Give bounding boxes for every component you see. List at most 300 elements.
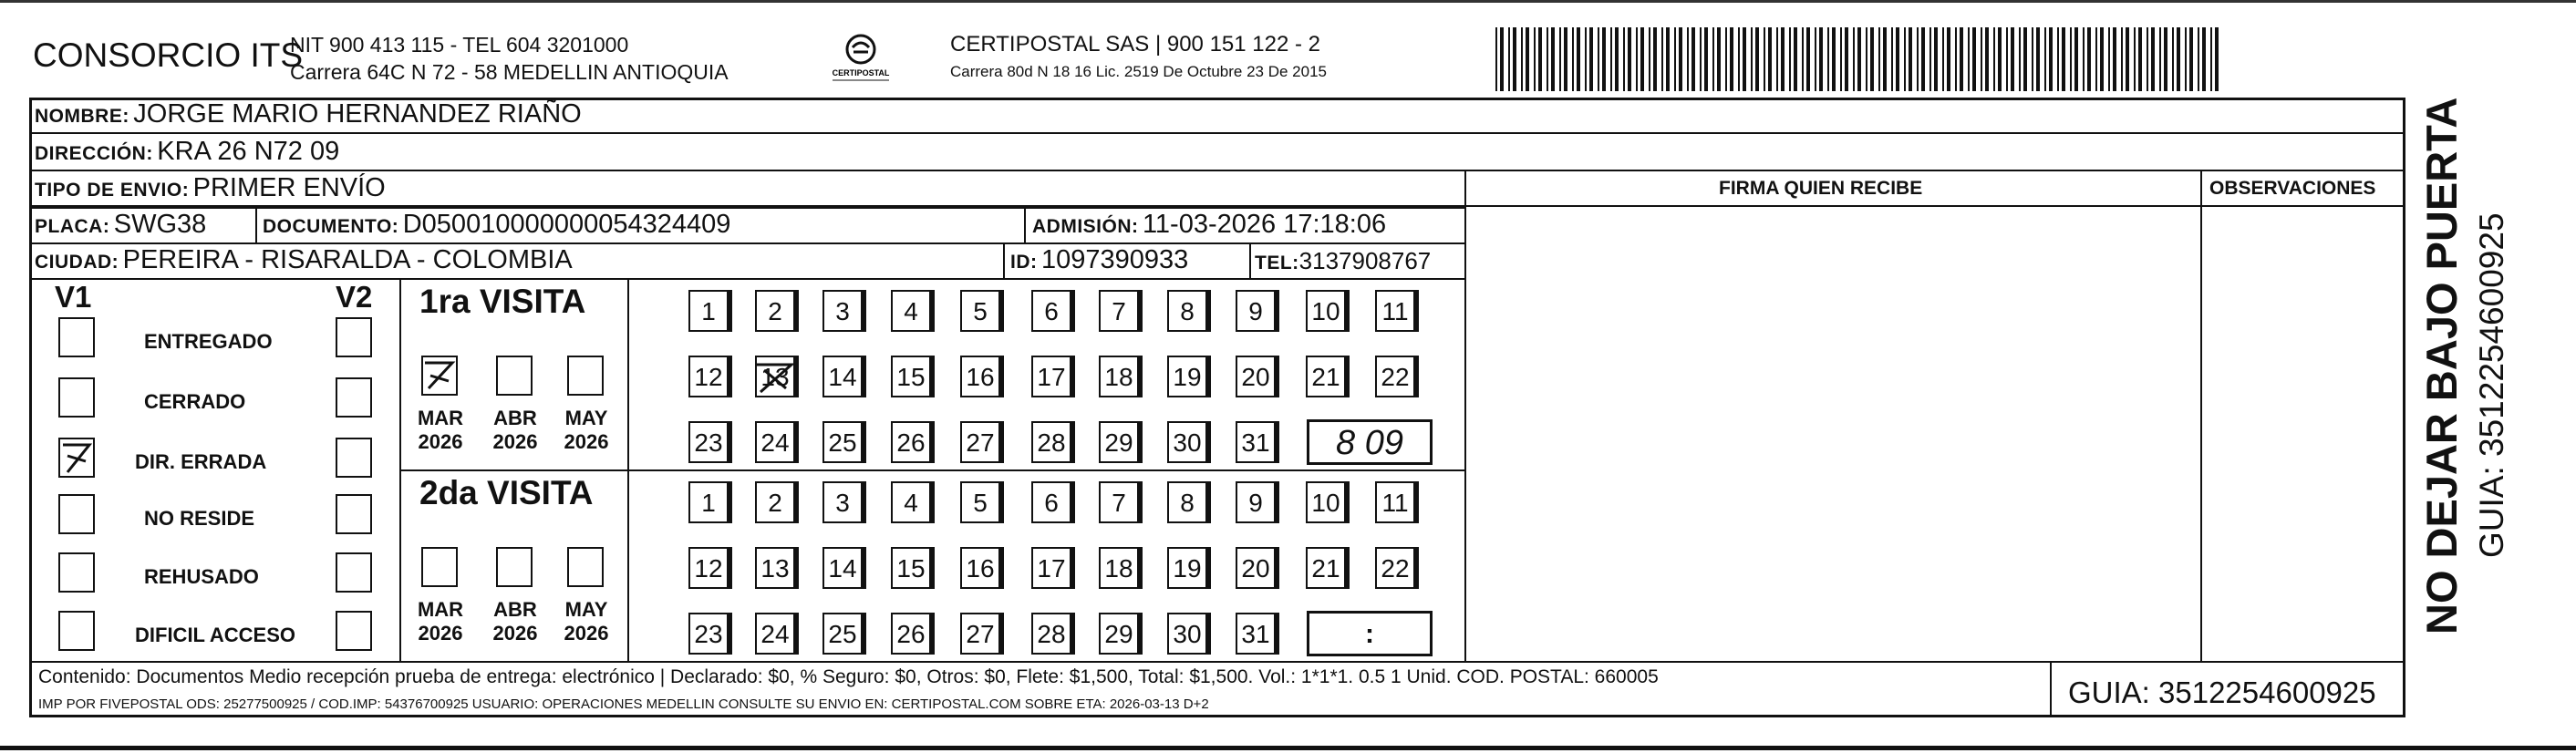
day-number: 8 (1180, 297, 1195, 325)
footer-impresion: IMP POR FIVEPOSTAL ODS: 25277500925 / COD.IMP: 54376700925 USUARIO: OPERACIONES MEDELLIN CONSULTE SU ENVIO EN: CERTIPOSTAL.COM SOBRE ETA: 2026-03-13 D+2 (38, 696, 1209, 712)
day-number: 1 (701, 297, 716, 325)
col-divider (1464, 170, 1466, 662)
barcode-bar (1909, 27, 1912, 91)
barcode-bar (1942, 27, 1944, 91)
day-number: 17 (1037, 363, 1066, 391)
admision-divider (1024, 207, 1026, 242)
day-box[interactable] (688, 613, 729, 655)
day-number: 2 (768, 489, 782, 517)
day-box[interactable] (891, 421, 931, 463)
day-number: 29 (1104, 620, 1133, 648)
barcode-bar (1896, 27, 1899, 91)
barcode-bar (1832, 27, 1836, 91)
day-number: 12 (694, 554, 723, 583)
barcode-bar (2215, 27, 2219, 91)
tel-divider (1249, 242, 1251, 278)
barcode-bar (1610, 27, 1612, 91)
v2-checkbox[interactable] (336, 552, 372, 593)
month-year: 2026 (418, 622, 463, 645)
certipostal-logo (825, 27, 896, 88)
month-label (485, 598, 545, 645)
barcode-bar (1802, 27, 1804, 91)
barcode-bar (2147, 27, 2148, 91)
barcode-bar (2006, 27, 2008, 91)
barcode-bar (2083, 27, 2085, 91)
day-box[interactable] (688, 547, 729, 589)
day-box[interactable] (891, 356, 931, 397)
day-box[interactable] (1099, 356, 1139, 397)
month-label (556, 407, 616, 454)
day-number: 10 (1311, 297, 1340, 325)
day-number: 13 (760, 554, 790, 583)
day-box[interactable] (960, 481, 1000, 523)
barcode-bar (2108, 27, 2110, 91)
placa-field (35, 210, 206, 240)
barcode-bar (2177, 27, 2180, 91)
day-box[interactable] (1099, 481, 1139, 523)
day-box[interactable] (755, 547, 795, 589)
day-number: 11 (1381, 297, 1409, 325)
v2-checkbox[interactable] (336, 377, 372, 418)
month-label (410, 598, 471, 645)
side-warning: NO DEJAR BAJO PUERTA (2417, 97, 2466, 634)
barcode-bar (1526, 27, 1529, 91)
v2-checkbox[interactable] (336, 438, 372, 478)
day-number: 16 (966, 363, 995, 391)
check-mark-icon (421, 356, 458, 396)
day-box[interactable] (822, 421, 863, 463)
barcode-bar (2185, 27, 2187, 91)
v1-checkbox[interactable] (58, 494, 95, 534)
day-box[interactable] (822, 481, 863, 523)
day-box[interactable] (1306, 356, 1346, 397)
direccion-label: DIRECCIÓN: (35, 143, 153, 164)
signature-area[interactable] (1468, 208, 2199, 660)
barcode-bar (1789, 27, 1791, 91)
direccion-row (35, 137, 339, 167)
month-checkbox[interactable] (496, 356, 533, 396)
day-number: 9 (1248, 297, 1263, 325)
id-divider (1003, 242, 1005, 278)
barcode-bar (1934, 27, 1938, 91)
ciudad-label: CIUDAD: (35, 252, 119, 273)
barcode-bar (1589, 27, 1593, 91)
day-number: 28 (1037, 620, 1066, 648)
day-box[interactable] (1167, 421, 1207, 463)
day-box[interactable] (891, 290, 931, 332)
barcode-bar (1870, 27, 1874, 91)
day-number: 26 (896, 620, 926, 648)
barcode-bar (1806, 27, 1810, 91)
documento-value: D050010000000054324409 (402, 210, 731, 239)
day-number: 26 (896, 428, 926, 457)
day-number: 27 (966, 428, 995, 457)
row-divider (29, 170, 2405, 171)
day-box[interactable] (960, 290, 1000, 332)
day-box[interactable] (1236, 421, 1276, 463)
barcode-bar (1666, 27, 1670, 91)
day-box[interactable] (960, 356, 1000, 397)
day-box[interactable] (891, 547, 931, 589)
time-box[interactable] (1307, 611, 1433, 656)
v2-checkbox[interactable] (336, 494, 372, 534)
barcode-bar (1640, 27, 1644, 91)
placa-divider (255, 207, 257, 242)
day-number: 18 (1104, 363, 1133, 391)
row-divider (29, 207, 1466, 209)
barcode-bar (1551, 27, 1555, 91)
day-box[interactable] (1031, 547, 1071, 589)
month-checkbox[interactable] (567, 356, 604, 396)
barcode-bar (1602, 27, 1606, 91)
day-box[interactable] (1236, 613, 1276, 655)
barcode-bar (1968, 27, 1970, 91)
barcode-bar (1781, 27, 1785, 91)
barcode-bar (1917, 27, 1919, 91)
barcode-bar (1768, 27, 1772, 91)
barcode-bar (1547, 27, 1548, 91)
day-number: 25 (828, 620, 857, 648)
barcode-bar (1947, 27, 1950, 91)
barcode-bar (1857, 27, 1861, 91)
day-box[interactable] (822, 613, 863, 655)
v1-label: V1 (55, 280, 92, 314)
v1-checkbox[interactable] (58, 552, 95, 593)
barcode-bar (1628, 27, 1631, 91)
day-number: 20 (1241, 554, 1270, 583)
day-box[interactable] (688, 356, 729, 397)
v2-checkbox[interactable] (336, 611, 372, 651)
day-box[interactable] (891, 481, 931, 523)
barcode-bar (1559, 27, 1561, 91)
month-year: 2026 (418, 430, 463, 453)
nit-line: NIT 900 413 115 - TEL 604 3201000 (290, 33, 629, 57)
day-box[interactable] (755, 421, 795, 463)
documento-label: DOCUMENTO: (263, 216, 399, 237)
month-name: MAY (564, 598, 608, 621)
status-divider (399, 278, 401, 661)
barcode-bar (2202, 27, 2206, 91)
carrier-address: Carrera 80d N 18 16 Lic. 2519 De Octubre 23 De 2015 (950, 63, 1327, 80)
documento-field (263, 210, 730, 240)
day-number: 5 (973, 489, 988, 517)
day-box[interactable] (960, 547, 1000, 589)
barcode-bar (1500, 27, 1504, 91)
day-box[interactable] (1099, 290, 1139, 332)
col-divider (2200, 170, 2202, 662)
barcode-bar (2023, 27, 2027, 91)
barcode-bar (1577, 27, 1580, 91)
month-year: 2026 (564, 622, 609, 645)
day-box[interactable] (1375, 481, 1415, 523)
barcode-bar (2210, 27, 2212, 91)
barcode-bar (2032, 27, 2033, 91)
barcode-bar (1755, 27, 1759, 91)
placa-value: SWG38 (113, 210, 207, 239)
barcode-bar (1534, 27, 1536, 91)
ciudad-field (35, 245, 573, 275)
observaciones-area[interactable] (2203, 208, 2404, 660)
ciudad-value: PEREIRA - RISARALDA - COLOMBIA (122, 245, 573, 274)
month-checkbox[interactable] (421, 356, 458, 396)
top-rule (0, 0, 2576, 3)
month-checkbox[interactable] (496, 547, 533, 587)
day-number: 22 (1381, 363, 1410, 391)
day-box[interactable] (755, 481, 795, 523)
barcode-bar (1878, 27, 1880, 91)
tipo-envio-value: PRIMER ENVÍO (192, 173, 386, 202)
day-box[interactable] (1031, 613, 1071, 655)
barcode-bar (2138, 27, 2142, 91)
day-box[interactable] (755, 356, 795, 397)
day-box[interactable] (1167, 481, 1207, 523)
barcode-bar (1827, 27, 1829, 91)
barcode-bar (2113, 27, 2116, 91)
day-box[interactable] (1236, 290, 1276, 332)
carrier-info (950, 31, 1327, 86)
month-checkbox[interactable] (567, 547, 604, 587)
day-box[interactable] (1306, 290, 1346, 332)
barcode-bar (1636, 27, 1638, 91)
logo-text: CERTIPOSTAL (832, 68, 890, 77)
day-number: 30 (1173, 428, 1202, 457)
day-box[interactable] (822, 290, 863, 332)
footer-contenido: Contenido: Documentos Medio recepción prueba de entrega: electrónico | Declarado: $0, % Seguro: $0, Otros: $0, Flete: $1,500, Total: $1,500. Vol.: 1*1*1. 0.5 1 Unid. COD. POSTAL: 660005 (38, 666, 1659, 687)
tel-value: 3137908767 (1298, 247, 1432, 274)
direccion-value: KRA 26 N72 09 (157, 137, 340, 166)
firma-header: FIRMA QUIEN RECIBE (1719, 178, 1923, 199)
nombre-value: JORGE MARIO HERNANDEZ RIAÑO (133, 99, 582, 129)
barcode-bar (2121, 27, 2123, 91)
tipo-envio-row (35, 173, 386, 203)
status-option-label: REHUSADO (144, 565, 259, 588)
admision-label: ADMISIÓN: (1032, 216, 1139, 237)
day-box[interactable] (1099, 421, 1139, 463)
admision-value: 11-03-2026 17:18:06 (1142, 210, 1387, 239)
day-box[interactable] (1031, 481, 1071, 523)
barcode-bar (1819, 27, 1823, 91)
day-number: 14 (828, 363, 857, 391)
day-box[interactable] (1375, 356, 1415, 397)
v1-checkbox[interactable] (58, 377, 95, 418)
barcode-bar (1883, 27, 1887, 91)
day-box[interactable] (1236, 547, 1276, 589)
barcode-bar (1513, 27, 1516, 91)
day-number: 31 (1241, 428, 1270, 457)
observaciones-header: OBSERVACIONES (2209, 178, 2376, 199)
day-number: 17 (1037, 554, 1066, 583)
month-name: MAY (564, 407, 608, 429)
day-number: 21 (1311, 554, 1340, 583)
barcode-bar (2151, 27, 2155, 91)
day-number: 13 (760, 363, 790, 391)
barcode-bar (1585, 27, 1587, 91)
strike-mark-icon (755, 356, 795, 397)
footer-guia-divider (2050, 661, 2052, 716)
barcode-bar (1738, 27, 1740, 91)
barcode (1495, 27, 2225, 91)
day-box[interactable] (1306, 481, 1346, 523)
barcode-bar (1691, 27, 1695, 91)
v1-checkbox[interactable] (58, 438, 95, 478)
day-number: 25 (828, 428, 857, 457)
time-box[interactable] (1307, 419, 1433, 465)
barcode-bar (1508, 27, 1510, 91)
time-value: : (1365, 619, 1374, 649)
barcode-bar (2126, 27, 2129, 91)
nombre-label: NOMBRE: (35, 106, 129, 127)
month-name: ABR (493, 407, 537, 429)
barcode-bar (1704, 27, 1708, 91)
month-divider (627, 278, 629, 661)
day-box[interactable] (822, 547, 863, 589)
day-box[interactable] (1167, 290, 1207, 332)
barcode-bar (1866, 27, 1867, 91)
nombre-row (35, 99, 582, 129)
day-box[interactable] (688, 481, 729, 523)
month-name: ABR (493, 598, 537, 621)
day-number: 9 (1248, 489, 1263, 517)
v1-checkbox[interactable] (58, 611, 95, 651)
barcode-bar (1725, 27, 1727, 91)
day-box[interactable] (960, 421, 1000, 463)
id-value: 1097390933 (1040, 245, 1189, 274)
barcode-bar (2189, 27, 2193, 91)
day-number: 19 (1173, 363, 1202, 391)
side-guia: GUIA: 3512254600925 (2473, 212, 2510, 558)
barcode-bar (1495, 27, 1497, 91)
day-number: 2 (768, 297, 782, 325)
barcode-bar (1776, 27, 1778, 91)
tel-field (1255, 247, 1431, 275)
day-box[interactable] (1099, 613, 1139, 655)
day-number: 5 (973, 297, 988, 325)
day-box[interactable] (1031, 356, 1071, 397)
day-number: 10 (1311, 489, 1340, 517)
visit-divider (401, 469, 1466, 471)
month-name: MAR (417, 598, 464, 621)
day-box[interactable] (1167, 547, 1207, 589)
company-address: Carrera 64C N 72 - 58 MEDELLIN ANTIOQUIA (290, 60, 729, 84)
day-number: 8 (1180, 489, 1195, 517)
barcode-bar (2062, 27, 2065, 91)
barcode-bar (1623, 27, 1625, 91)
barcode-bar (1564, 27, 1567, 91)
visit-title: 1ra VISITA (419, 283, 586, 320)
day-number: 11 (1381, 489, 1409, 517)
day-box[interactable] (891, 613, 931, 655)
day-box[interactable] (1236, 356, 1276, 397)
day-number: 27 (966, 620, 995, 648)
day-box[interactable] (1167, 356, 1207, 397)
v2-checkbox[interactable] (336, 317, 372, 357)
day-number: 24 (760, 428, 790, 457)
barcode-bar (1815, 27, 1816, 91)
day-box[interactable] (1375, 547, 1415, 589)
barcode-bar (1679, 27, 1682, 91)
barcode-bar (1572, 27, 1574, 91)
barcode-bar (2057, 27, 2059, 91)
bottom-rule (0, 746, 2576, 750)
barcode-bar (2100, 27, 2104, 91)
row-divider (29, 132, 2405, 134)
day-number: 15 (896, 554, 926, 583)
barcode-bar (1653, 27, 1657, 91)
status-option-label: DIR. ERRADA (135, 450, 267, 473)
day-box[interactable] (688, 421, 729, 463)
barcode-bar (1730, 27, 1733, 91)
barcode-bar (1840, 27, 1842, 91)
barcode-bar (2095, 27, 2097, 91)
admision-field (1032, 210, 1386, 240)
barcode-bar (1700, 27, 1702, 91)
barcode-bar (1985, 27, 1989, 91)
day-box[interactable] (960, 613, 1000, 655)
day-number: 21 (1311, 363, 1340, 391)
barcode-bar (1845, 27, 1848, 91)
status-option-label: DIFICIL ACCESO (135, 624, 296, 646)
day-number: 23 (694, 620, 723, 648)
status-option-label: NO RESIDE (144, 507, 255, 530)
carrier-line: CERTIPOSTAL SAS | 900 151 122 - 2 (950, 32, 1320, 57)
month-checkbox[interactable] (421, 547, 458, 587)
barcode-bar (1598, 27, 1599, 91)
day-number: 28 (1037, 428, 1066, 457)
tipo-envio-label: TIPO DE ENVIO: (35, 180, 190, 201)
day-number: 22 (1381, 554, 1410, 583)
barcode-bar (1649, 27, 1650, 91)
day-box[interactable] (1099, 547, 1139, 589)
day-number: 16 (966, 554, 995, 583)
day-box[interactable] (755, 613, 795, 655)
day-box[interactable] (1031, 290, 1071, 332)
footer-guia: GUIA: 3512254600925 (2068, 676, 2376, 709)
day-number: 19 (1173, 554, 1202, 583)
day-box[interactable] (1167, 613, 1207, 655)
barcode-bar (1661, 27, 1663, 91)
barcode-bar (2172, 27, 2174, 91)
barcode-bar (1853, 27, 1855, 91)
day-box[interactable] (1375, 290, 1415, 332)
barcode-bar (1972, 27, 1976, 91)
day-number: 6 (1044, 489, 1059, 517)
barcode-bar (1981, 27, 1982, 91)
month-year: 2026 (492, 622, 538, 645)
day-box[interactable] (755, 290, 795, 332)
day-box[interactable] (822, 356, 863, 397)
id-field (1010, 245, 1188, 275)
barcode-bar (2019, 27, 2021, 91)
day-box[interactable] (1306, 547, 1346, 589)
day-number: 18 (1104, 554, 1133, 583)
status-option-label: ENTREGADO (144, 330, 273, 353)
visit-title: 2da VISITA (419, 474, 594, 511)
barcode-bar (1521, 27, 1523, 91)
v1-checkbox[interactable] (58, 317, 95, 357)
status-option-label: CERRADO (144, 390, 246, 413)
barcode-bar (1960, 27, 1963, 91)
day-number: 23 (694, 428, 723, 457)
v2-label: V2 (336, 280, 373, 314)
day-number: 14 (828, 554, 857, 583)
day-box[interactable] (688, 290, 729, 332)
day-box[interactable] (1031, 421, 1071, 463)
day-number: 30 (1173, 620, 1202, 648)
barcode-bar (1743, 27, 1746, 91)
day-box[interactable] (1236, 481, 1276, 523)
day-number: 7 (1112, 489, 1126, 517)
barcode-bar (2159, 27, 2161, 91)
